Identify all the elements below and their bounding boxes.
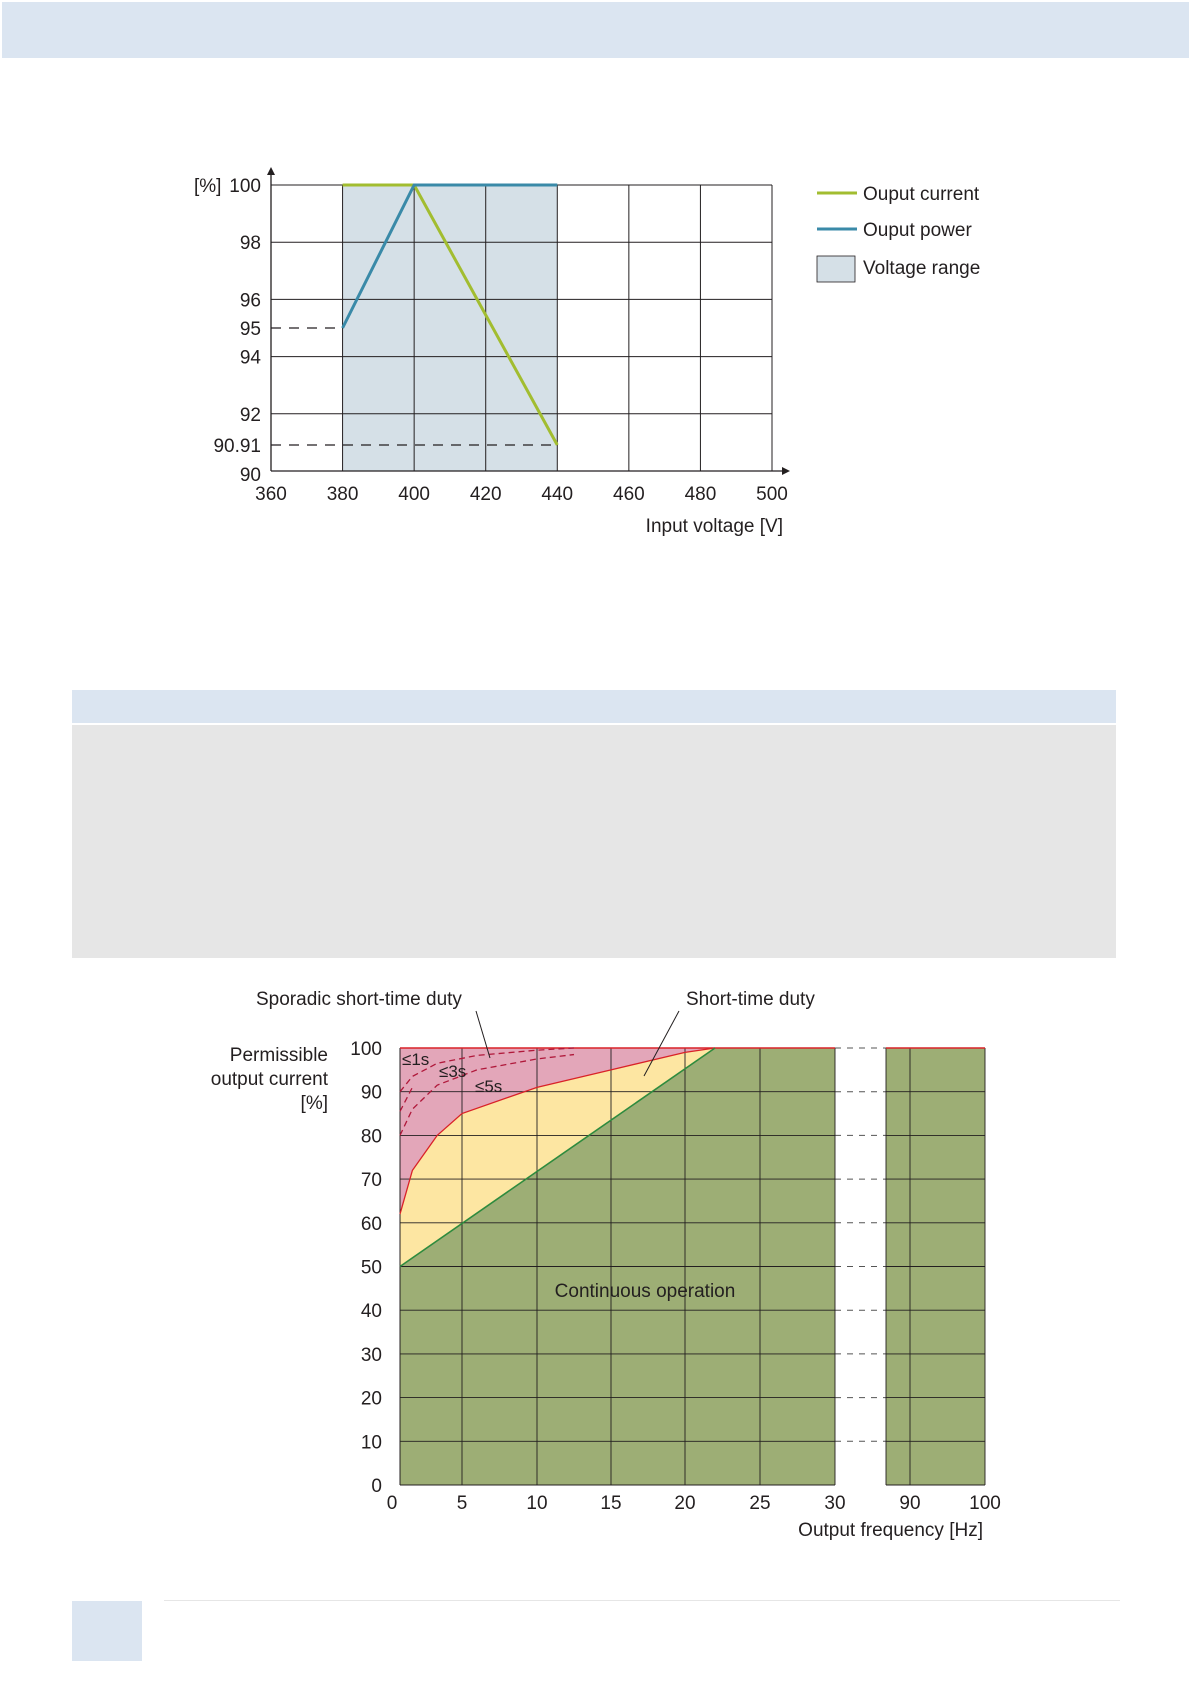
y-tick-label: 98 xyxy=(239,233,261,255)
x-tick-label: 25 xyxy=(749,1493,771,1514)
y-tick-label: 90 xyxy=(360,1082,382,1104)
callout-short-time: Short-time duty xyxy=(686,989,815,1010)
y-axis-unit-label: [%] xyxy=(194,176,222,197)
x-tick-label: 400 xyxy=(398,484,430,505)
y-tick-label: 80 xyxy=(360,1126,382,1148)
x-tick-label: 100 xyxy=(969,1493,1001,1514)
x-tick-label: 10 xyxy=(526,1493,548,1514)
y-tick-label: 60 xyxy=(360,1213,382,1235)
voltage-chart-y-ticks xyxy=(213,176,261,486)
y-tick-label: 30 xyxy=(360,1344,382,1366)
x-tick-label: 380 xyxy=(326,484,359,505)
y-axis-arrow xyxy=(267,167,275,175)
x-axis-label: Input voltage [V] xyxy=(645,516,783,537)
x-tick-label: 90 xyxy=(899,1493,921,1514)
y-tick-label: 90.91 xyxy=(213,435,261,457)
voltage-range-band xyxy=(343,185,558,471)
x-tick-label: 360 xyxy=(255,484,287,505)
y-tick-label: 90 xyxy=(239,465,261,486)
y-axis-label xyxy=(211,1045,329,1114)
y-tick-label: 96 xyxy=(239,290,261,312)
y-tick-label: 0 xyxy=(371,1476,382,1497)
x-tick-label: 500 xyxy=(756,484,788,505)
frequency-chart-y-ticks xyxy=(350,1039,382,1497)
duty-curve-label: ≤3s xyxy=(439,1062,467,1081)
x-axis-label: Output frequency [Hz] xyxy=(798,1520,983,1541)
voltage-chart xyxy=(194,167,980,537)
legend-label: Ouput power xyxy=(863,220,972,241)
y-tick-label: 100 xyxy=(229,176,261,197)
x-tick-label: 0 xyxy=(386,1493,398,1514)
y-tick-label: 40 xyxy=(360,1301,382,1323)
x-tick-label: 30 xyxy=(824,1493,846,1514)
x-tick-label: 20 xyxy=(674,1493,696,1514)
y-tick-label: 10 xyxy=(360,1432,382,1454)
frequency-chart xyxy=(211,989,1001,1541)
x-tick-label: 5 xyxy=(456,1493,468,1514)
legend-label: Voltage range xyxy=(863,258,981,279)
x-tick-label: 460 xyxy=(613,484,645,505)
x-axis-arrow xyxy=(782,467,790,475)
frequency-chart-x-ticks xyxy=(387,1493,1001,1514)
x-tick-label: 420 xyxy=(469,484,502,505)
y-tick-label: 20 xyxy=(360,1388,382,1410)
duty-curve-label: ≤1s xyxy=(402,1050,430,1069)
y-tick-label: 94 xyxy=(239,347,261,369)
y-tick-label: 95 xyxy=(239,319,261,340)
duty-curve-label: ≤5s xyxy=(475,1077,503,1096)
y-tick-label: 92 xyxy=(239,404,261,426)
callout-sporadic: Sporadic short-time duty xyxy=(256,989,462,1010)
legend-swatch-voltage-range xyxy=(817,256,855,282)
y-axis-label-line: output current xyxy=(210,1069,328,1090)
y-tick-label: 50 xyxy=(360,1257,382,1279)
x-tick-label: 440 xyxy=(541,484,574,505)
x-tick-label: 480 xyxy=(684,484,717,505)
y-tick-label: 70 xyxy=(360,1170,382,1192)
voltage-chart-legend xyxy=(817,184,980,282)
y-tick-label: 100 xyxy=(350,1039,382,1060)
y-axis-label-line: Permissible xyxy=(229,1045,328,1066)
legend-label: Ouput current xyxy=(863,184,980,205)
voltage-chart-x-ticks xyxy=(255,484,788,505)
x-tick-label: 15 xyxy=(600,1493,622,1514)
y-axis-label-line: [%] xyxy=(300,1093,328,1114)
region-label-continuous: Continuous operation xyxy=(554,1281,736,1302)
